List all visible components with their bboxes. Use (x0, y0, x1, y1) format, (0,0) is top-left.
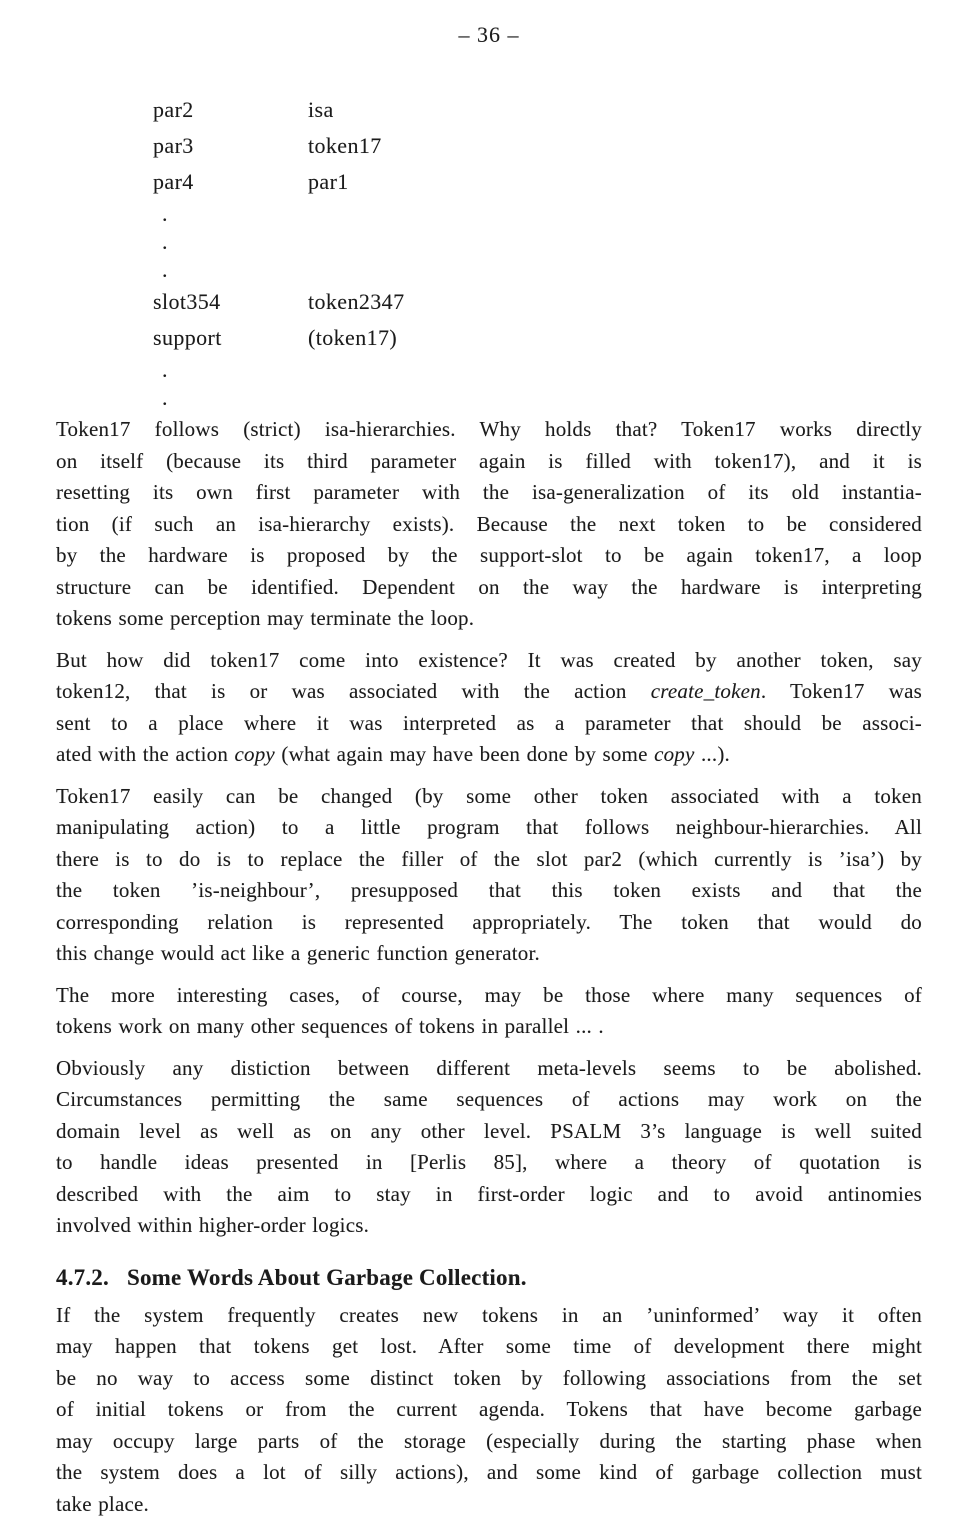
slot-name: slot354 (153, 289, 221, 314)
token-slot-listing (56, 92, 922, 412)
text-line: ated with the action copy (what again may have been done by some copy ...). (56, 742, 730, 766)
text-line: may happen that tokens get lost. After some time of development there might (56, 1334, 922, 1358)
text-line: token12, that is or was associated with the action create_token. Token17 was (56, 679, 923, 703)
text-line: The more interesting cases, of course, may be those where many sequences of (56, 982, 922, 1007)
paragraph-token17-change (56, 781, 922, 970)
listing-row (56, 320, 922, 356)
slot-filler: token17 (308, 133, 382, 158)
text-line: tokens some perception may terminate the loop. (56, 606, 475, 630)
slot-name: support (153, 325, 222, 350)
paragraph-parallel-sequences (56, 980, 922, 1043)
italic-term: create_token (650, 679, 761, 703)
listing-row (56, 92, 922, 128)
paragraph-token17-loop (56, 414, 922, 635)
listing-row (56, 128, 922, 164)
text-line: If the system frequently creates new tokens in an ’uninformed’ way it often (56, 1302, 922, 1327)
text-line: the system does a lot of silly actions), and some kind of garbage collection must (56, 1460, 922, 1484)
text-line: manipulating action) to a little program that follows neighbour-hierarchies. All (56, 815, 922, 839)
text-line: But how did token17 come into existence? It was created by another token, say (56, 647, 922, 672)
paragraph-garbage-collection (56, 1300, 922, 1521)
slot-name: par2 (153, 97, 194, 122)
text-line: . (162, 357, 168, 382)
section-title: Some Words About Garbage Collection. (126, 1264, 527, 1290)
text-line: there is to do is to replace the filler of the slot par2 (which currently is ’isa’) by (56, 846, 922, 871)
vertical-ellipsis-bottom (56, 356, 922, 412)
italic-term: copy (234, 742, 275, 766)
page-number: – 36 – (458, 22, 520, 47)
text-line: by the hardware is proposed by the support-slot to be again token17, a loop (56, 543, 922, 567)
text-line: . (162, 257, 168, 282)
slot-filler: isa (308, 97, 334, 122)
section-number: 4.7.2. (56, 1264, 109, 1290)
text-line: domain level as well as on any other level. PSALM 3’s language is well suited (56, 1118, 922, 1143)
text-line: this change would act like a generic function generator. (56, 941, 540, 965)
text-line: . (162, 229, 168, 254)
text-line: of initial tokens or from the current agenda. Tokens that have become garbage (56, 1397, 922, 1421)
slot-filler: (token17) (308, 325, 398, 350)
slot-name: par4 (153, 169, 194, 194)
paragraph-meta-levels (56, 1053, 922, 1242)
text-line: may occupy large parts of the storage (especially during the starting phase when (56, 1428, 922, 1453)
slot-filler: par1 (308, 169, 349, 194)
slot-name: par3 (153, 133, 194, 158)
italic-term: copy (654, 742, 695, 766)
text-line: . (162, 385, 168, 410)
text-line: structure can be identified. Dependent on the way the hardware is interpreting (56, 574, 922, 599)
text-line: sent to a place where it was interpreted as a parameter that should be associ- (56, 710, 922, 735)
text-line: Obviously any distiction between different meta-levels seems to be abolished. (56, 1055, 922, 1080)
paragraph-token17-existence (56, 645, 922, 771)
listing-rows-top (56, 92, 922, 200)
text-line: to handle ideas presented in [Perlis 85], where a theory of quotation is (56, 1150, 922, 1174)
text-line: corresponding relation is represented appropriately. The token that would do (56, 909, 922, 934)
text-line: resetting its own first parameter with the isa-generalization of its old instantia- (56, 480, 922, 504)
listing-rows-bottom (56, 284, 922, 356)
listing-row (56, 164, 922, 200)
text-line: Circumstances permitting the same sequences of actions may work on the (56, 1087, 922, 1111)
text-line: described with the aim to stay in first-order logic and to avoid antinomies (56, 1181, 922, 1206)
text-line: tokens work on many other sequences of tokens in parallel ... . (56, 1014, 604, 1038)
text-line: tion (if such an isa-hierarchy exists). Because the next token to be considered (56, 511, 922, 536)
text-line: on itself (because its third parameter again is filled with token17), and it is (56, 448, 922, 473)
vertical-ellipsis-top (56, 200, 922, 284)
text-line: . (162, 201, 168, 226)
text-line: Token17 follows (strict) isa-hierarchies. Why holds that? Token17 works directly (56, 417, 922, 441)
text-line: be no way to access some distinct token by following associations from the set (56, 1365, 922, 1390)
text-line: Token17 easily can be changed (by some other token associated with a token (56, 783, 922, 808)
section-heading (56, 1262, 922, 1294)
text-line: the token ’is-neighbour’, presupposed that this token exists and that the (56, 878, 922, 902)
text-line: involved within higher-order logics. (56, 1213, 370, 1237)
listing-row (56, 284, 922, 320)
slot-filler: token2347 (308, 289, 405, 314)
text-line: take place. (56, 1491, 149, 1516)
